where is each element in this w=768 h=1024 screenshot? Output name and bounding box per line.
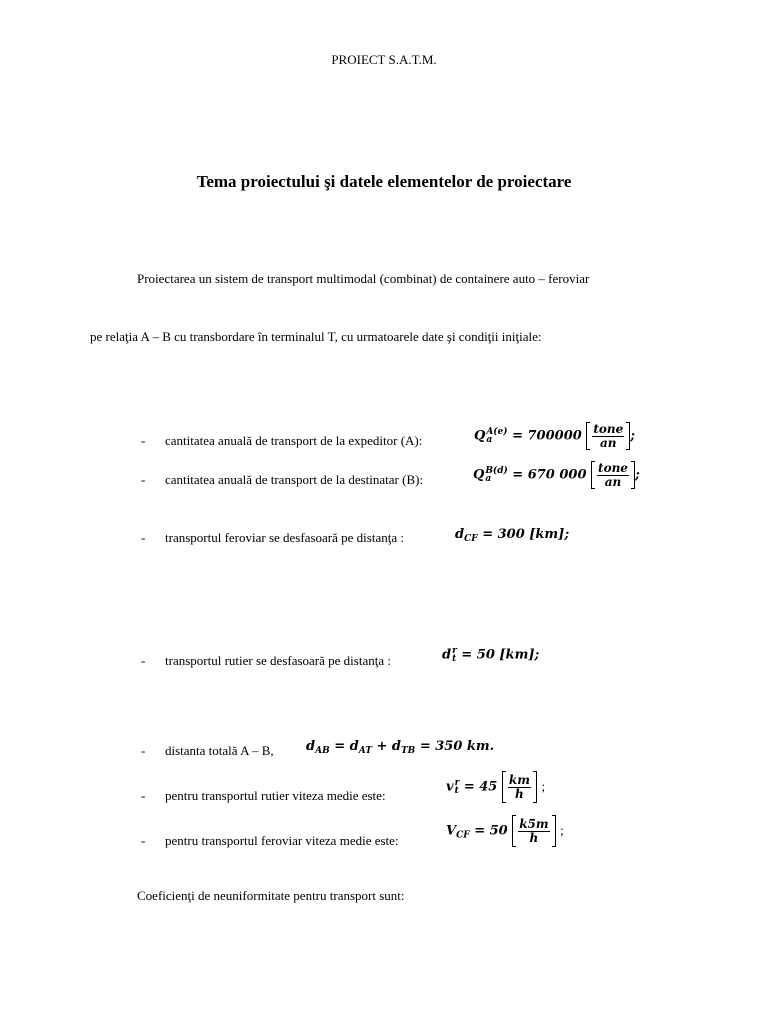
- intro-paragraph-line-2: pe relaţia A – B cu transbordare în terminalul T, cu urmatoarele date şi condiţii iniţiale:: [90, 329, 542, 344]
- list-item-text: pentru transportul feroviar viteza medie este:: [165, 833, 399, 848]
- intro-paragraph-line-1: Proiectarea un sistem de transport multimodal (combinat) de containere auto – feroviar: [137, 271, 590, 286]
- list-item-text: pentru transportul rutier viteza medie este:: [165, 788, 386, 803]
- list-item-text: transportul feroviar se desfasoară pe distanţa :: [165, 530, 404, 545]
- document-title: Tema proiectului şi datele elementelor de proiectare: [196, 172, 572, 191]
- list-bullet: -: [141, 788, 146, 803]
- list-bullet: -: [141, 530, 146, 545]
- formula-d-rutier: dr t = 50 [km];: [442, 646, 540, 664]
- formula-v-cf: $V_{CF} = 50$ $\frac{k5m}{h}$ ;: [446, 815, 564, 847]
- list-bullet: -: [141, 653, 146, 668]
- closing-paragraph: Coeficienţi de neuniformitate pentru transport sunt:: [137, 888, 405, 903]
- formula-q-destinatar: QB(d) a = 670 000 $\frac{\text{tone}}{an}$ ;: [473, 460, 640, 489]
- list-bullet: -: [141, 743, 146, 758]
- list-item-text: distanta totală A – B,: [165, 743, 274, 758]
- list-bullet: -: [141, 472, 146, 487]
- formula-q-expeditor: QA(e) a = 700000 $\frac{\text{tone}}{an}$ ;: [474, 421, 636, 450]
- formula-v-rutier: vr t = 45 $\frac{km}{h}$ ;: [446, 771, 545, 803]
- list-item-text: cantitatea anuală de transport de la expeditor (A):: [165, 433, 423, 448]
- document-header: PROIECT S.A.T.M.: [331, 52, 437, 67]
- list-item-text: transportul rutier se desfasoară pe distanţa :: [165, 653, 391, 668]
- list-bullet: -: [141, 833, 146, 848]
- formula-d-cf: $d_{CF} = 300$ [km];: [455, 527, 570, 544]
- list-bullet: -: [141, 433, 146, 448]
- list-item-text: cantitatea anuală de transport de la destinatar (B):: [165, 472, 424, 487]
- formula-d-total: $d_{AB} = d_{AT} + d_{TB} = 350$ km.: [306, 739, 495, 756]
